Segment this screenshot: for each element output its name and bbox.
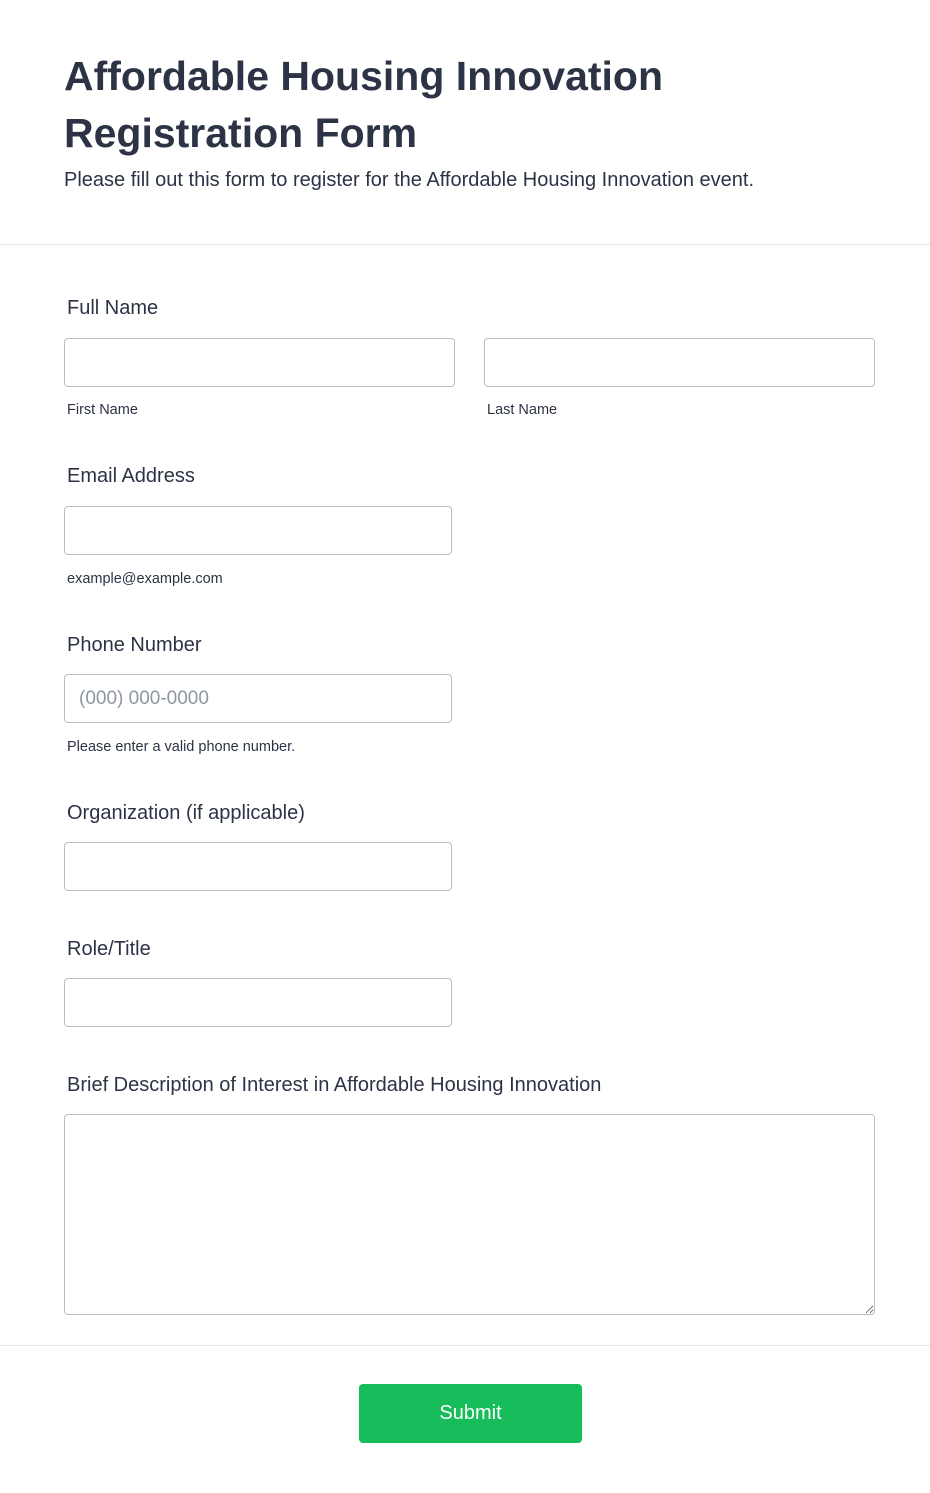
submit-button[interactable]: Submit (359, 1384, 582, 1443)
phone-sublabel: Please enter a valid phone number. (67, 739, 296, 755)
email-input[interactable] (64, 506, 452, 555)
phone-input[interactable] (64, 674, 452, 723)
form-header (0, 0, 930, 245)
organization-input[interactable] (64, 842, 452, 891)
last-name-input[interactable] (484, 338, 875, 387)
role-input[interactable] (64, 978, 452, 1027)
role-label: Role/Title (67, 938, 151, 960)
description-label: Brief Description of Interest in Affordable Housing Innovation (67, 1074, 602, 1096)
organization-label: Organization (if applicable) (67, 802, 305, 824)
full-name-label: Full Name (67, 297, 159, 319)
description-textarea[interactable] (64, 1114, 875, 1315)
phone-label: Phone Number (67, 634, 202, 656)
last-name-sublabel: Last Name (487, 402, 558, 418)
email-label: Email Address (67, 465, 195, 487)
form-title: Affordable Housing Innovation Registration Form (64, 53, 664, 156)
first-name-input[interactable] (64, 338, 455, 387)
form-subtitle: Please fill out this form to register for the Affordable Housing Innovation event. (64, 169, 755, 191)
email-sublabel: example@example.com (67, 571, 223, 587)
first-name-sublabel: First Name (67, 402, 138, 418)
